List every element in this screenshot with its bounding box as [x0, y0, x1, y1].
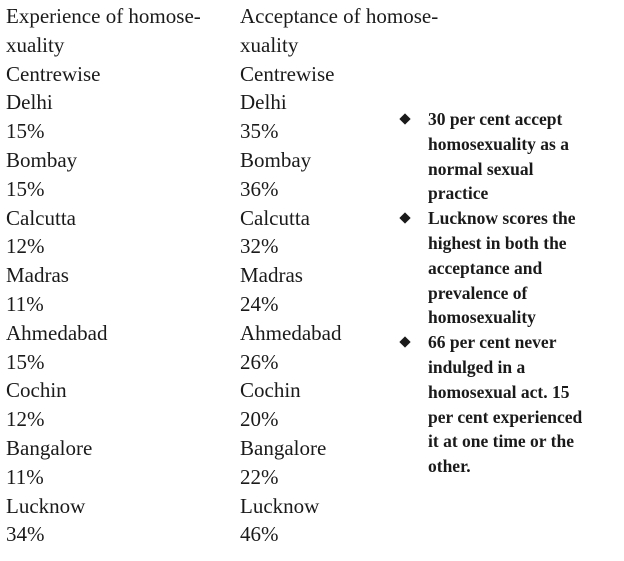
- experience-value: 12%: [6, 234, 45, 259]
- highlight-text-line: highest in both the: [428, 232, 567, 253]
- acceptance-city: Bombay: [240, 147, 312, 172]
- highlight-item: [398, 107, 624, 206]
- experience-value: 11%: [6, 291, 44, 316]
- highlight-text-line: prevalence of: [428, 282, 528, 303]
- acceptance-city: Calcutta: [240, 205, 310, 230]
- experience-city: Bombay: [6, 147, 78, 172]
- highlight-item: [398, 330, 624, 479]
- acceptance-value: 26%: [240, 349, 279, 374]
- experience-entry: [6, 204, 238, 262]
- highlight-text-line: homosexuality as a: [428, 133, 569, 154]
- highlight-text-line: other.: [428, 456, 471, 477]
- acceptance-heading-line-1: Acceptance of homose-: [240, 4, 439, 28]
- experience-city: Delhi: [6, 90, 53, 115]
- highlights-list: [398, 107, 624, 479]
- experience-city: Bangalore: [6, 435, 93, 460]
- experience-value: 15%: [6, 119, 45, 144]
- experience-entry: [6, 376, 238, 434]
- acceptance-value: 32%: [240, 234, 279, 259]
- highlight-text-line: practice: [428, 183, 489, 204]
- acceptance-city: Bangalore: [240, 435, 327, 460]
- acceptance-value: 20%: [240, 407, 279, 432]
- highlight-text-line: normal sexual: [428, 158, 534, 179]
- experience-entry: [6, 146, 238, 204]
- acceptance-subheading: Centrewise: [240, 61, 335, 86]
- experience-value: 34%: [6, 522, 45, 547]
- experience-value: 15%: [6, 176, 45, 201]
- experience-column: [6, 2, 238, 549]
- experience-city: Calcutta: [6, 205, 76, 230]
- experience-value: 15%: [6, 349, 45, 374]
- diamond-bullet-icon: [399, 337, 410, 348]
- highlight-text-line: indulged in a: [428, 356, 526, 377]
- highlight-text-line: homosexuality: [428, 307, 536, 328]
- diamond-bullet-icon: [399, 213, 410, 224]
- experience-value: 11%: [6, 464, 44, 489]
- highlight-text-line: 66 per cent never: [428, 332, 557, 353]
- experience-entry: [6, 261, 238, 319]
- highlight-text-line: it at one time or the: [428, 431, 574, 452]
- experience-entry: [6, 88, 238, 146]
- experience-entry: [6, 319, 238, 377]
- highlight-text-line: per cent experienced: [428, 406, 583, 427]
- experience-city: Ahmedabad: [6, 320, 108, 345]
- highlight-text-line: acceptance and: [428, 257, 543, 278]
- acceptance-entry: [240, 492, 480, 550]
- highlight-text-line: 30 per cent accept: [428, 109, 563, 129]
- acceptance-city: Cochin: [240, 378, 301, 403]
- acceptance-value: 22%: [240, 464, 279, 489]
- acceptance-heading-line-2: xuality: [240, 32, 299, 57]
- acceptance-city: Ahmedabad: [240, 320, 342, 345]
- acceptance-value: 35%: [240, 119, 279, 144]
- acceptance-value: 24%: [240, 291, 279, 316]
- diamond-bullet-icon: [399, 113, 410, 124]
- highlight-text-line: homosexual act. 15: [428, 381, 570, 402]
- acceptance-value: 46%: [240, 522, 279, 547]
- experience-entry: [6, 434, 238, 492]
- experience-city: Madras: [6, 263, 69, 288]
- acceptance-city: Madras: [240, 263, 303, 288]
- acceptance-value: 36%: [240, 176, 279, 201]
- experience-city: Cochin: [6, 378, 67, 403]
- experience-entry: [6, 492, 238, 550]
- highlight-text-line: Lucknow scores the: [428, 208, 576, 229]
- experience-subheading: Centrewise: [6, 61, 101, 86]
- experience-heading-line-2: xuality: [6, 32, 65, 57]
- experience-city: Lucknow: [6, 493, 86, 518]
- highlight-item: [398, 206, 624, 330]
- experience-value: 12%: [6, 407, 45, 432]
- acceptance-city: Lucknow: [240, 493, 320, 518]
- acceptance-city: Delhi: [240, 90, 287, 115]
- experience-heading-line-1: Experience of homose-: [6, 4, 201, 28]
